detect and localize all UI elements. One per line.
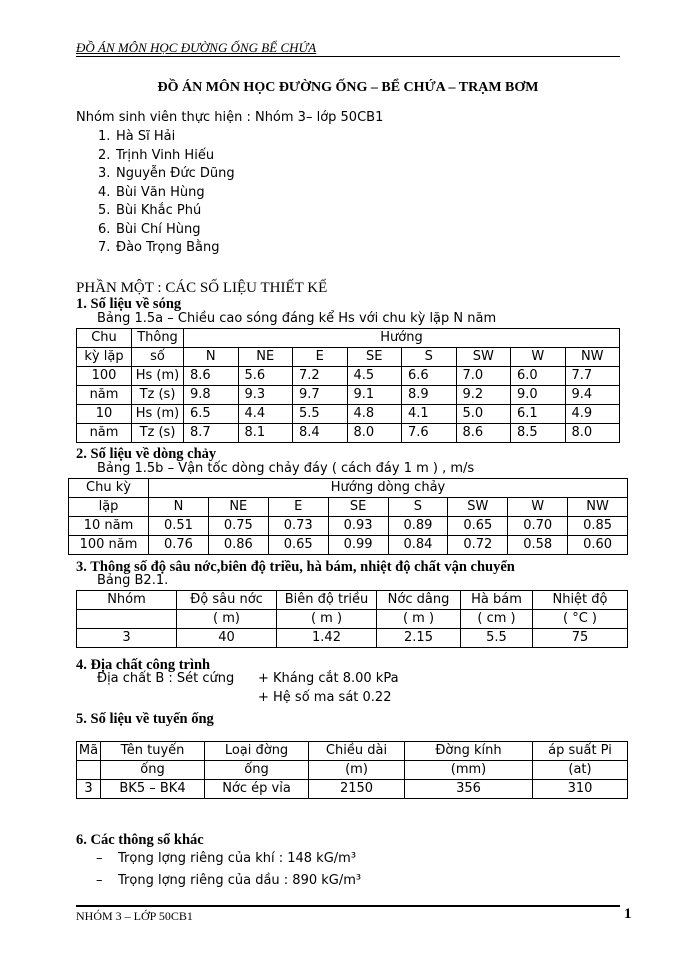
footer-rule: [76, 905, 620, 907]
dash-icon: –: [96, 873, 103, 888]
table-row: năm Tz (s) 8.7 8.1 8.4 8.0 7.6 8.6 8.5 8.0: [77, 424, 620, 443]
section-2-title: 2. Số liệu về dòng chảy: [76, 446, 217, 462]
table-row: 10 Hs (m) 6.5 4.4 5.5 4.8 4.1 5.0 6.1 4.9: [77, 405, 620, 424]
page-number: 1: [624, 906, 632, 922]
header-cell: Hướng: [184, 329, 620, 348]
direction-cell: E: [293, 348, 348, 367]
direction-cell: NW: [568, 498, 628, 517]
list-item: – Trọng lợng riêng của khí : 148 kG/m³: [96, 851, 357, 866]
member-item: 3. Nguyễn Đức Dũng: [98, 166, 235, 181]
list-item: – Trọng lợng riêng của dầu : 890 kG/m³: [96, 873, 362, 888]
group-line: Nhóm sinh viên thực hiện : Nhóm 3– lớp 50CB1: [76, 110, 384, 125]
direction-cell: SW: [456, 348, 511, 367]
direction-cell: N: [149, 498, 209, 517]
header-cell: số: [132, 348, 184, 367]
direction-cell: N: [184, 348, 239, 367]
section-4-title: 4. Địa chất công trình: [76, 657, 211, 673]
pipeline-table: Mã Tên tuyến Loại đờng Chiều dài Đờng kính áp suất Pi ống ống (m) (mm) (at) 3 BK5 – BK4 Nớc ép vỉa 2150 356 310: [76, 741, 628, 799]
geology-line-1: Địa chất B : Sét cứng: [97, 671, 235, 686]
member-item: 1. Hà Sĩ Hải: [98, 129, 176, 144]
direction-cell: SE: [347, 348, 402, 367]
header-cell: Hướng dòng chảy: [149, 479, 628, 498]
direction-cell: W: [511, 348, 566, 367]
member-item: 2. Trịnh Vinh Hiếu: [98, 147, 215, 163]
table-row: 10 năm 0.51 0.75 0.73 0.93 0.89 0.65 0.70 0.85: [69, 517, 628, 536]
member-item: 6. Bùi Chí Hùng: [98, 221, 201, 237]
direction-cell: NE: [238, 348, 293, 367]
dash-icon: –: [96, 851, 103, 866]
table-1-caption: Bảng 1.5a – Chiều cao sóng đáng kể Hs với chu kỳ lặp N năm: [97, 311, 497, 326]
table-2-caption: Bảng 1.5b – Vận tốc dòng chảy đáy ( cách đáy 1 m ) , m/s: [97, 461, 475, 476]
table-row: 3 40 1.42 2.15 5.5 75: [77, 629, 628, 648]
part-title: PHẦN MỘT : CÁC SỐ LIỆU THIẾT KẾ: [76, 280, 328, 296]
table-row: 100 năm 0.76 0.86 0.65 0.99 0.84 0.72 0.58 0.60: [69, 536, 628, 555]
depth-table: Nhóm Độ sâu nớc Biên độ triều Nớc dâng Hà bám Nhiệt độ ( m) ( m ) ( m ) ( cm ) ( °C ) 3 40 1.42 2.15 5.5 75: [76, 590, 628, 648]
member-item: 5. Bùi Khắc Phú: [98, 203, 202, 218]
section-3-title: 3. Thông số độ sâu nớc,biên độ triều, hà bám, nhiệt độ chất vận chuyển: [76, 559, 515, 575]
direction-cell: NE: [208, 498, 268, 517]
direction-cell: E: [268, 498, 328, 517]
header-cell: Thông: [132, 329, 184, 348]
direction-cell: SE: [328, 498, 388, 517]
direction-cell: S: [402, 348, 457, 367]
direction-cell: NW: [565, 348, 620, 367]
document-title: ĐỒ ÁN MÔN HỌC ĐƯỜNG ỐNG – BỂ CHỨA – TRẠM BƠM: [157, 80, 539, 95]
current-table: [68, 478, 628, 555]
member-list: [98, 128, 235, 258]
section-1-title: 1. Số liệu về sóng: [76, 296, 182, 312]
direction-cell: SW: [448, 498, 508, 517]
table-row: năm Tz (s) 9.8 9.3 9.7 9.1 8.9 9.2 9.0 9.4: [77, 386, 620, 405]
direction-cell: S: [388, 498, 448, 517]
page-header: ĐỒ ÁN MÔN HỌC ĐƯỜNG ỐNG BỂ CHỨA: [76, 40, 317, 55]
header-rule: [76, 56, 620, 57]
member-item: 7. Đào Trọng Bằng: [98, 240, 220, 255]
friction-coefficient: + Hệ số ma sát 0.22: [258, 690, 392, 705]
header-cell: Chu kỳ: [69, 479, 149, 498]
table-row: 100 Hs (m) 8.6 5.6 7.2 4.5 6.6 7.0 6.0 7.7: [77, 367, 620, 386]
section-5-title: 5. Số liệu về tuyến ống: [76, 711, 214, 727]
page-footer: NHÓM 3 – LỚP 50CB1: [76, 909, 193, 923]
header-cell: Chu: [77, 329, 132, 348]
table-3-caption: Bảng B2.1.: [97, 573, 169, 588]
member-item: 4. Bùi Văn Hùng: [98, 184, 205, 200]
wave-table: [76, 328, 620, 443]
header-cell: lặp: [69, 498, 149, 517]
direction-cell: W: [508, 498, 568, 517]
header-cell: kỳ lặp: [77, 348, 132, 367]
section-6-title: 6. Các thông số khác: [76, 832, 204, 848]
shear-strength: + Kháng cắt 8.00 kPa: [258, 671, 399, 686]
table-row: 3 BK5 – BK4 Nớc ép vỉa 2150 356 310: [77, 780, 628, 799]
